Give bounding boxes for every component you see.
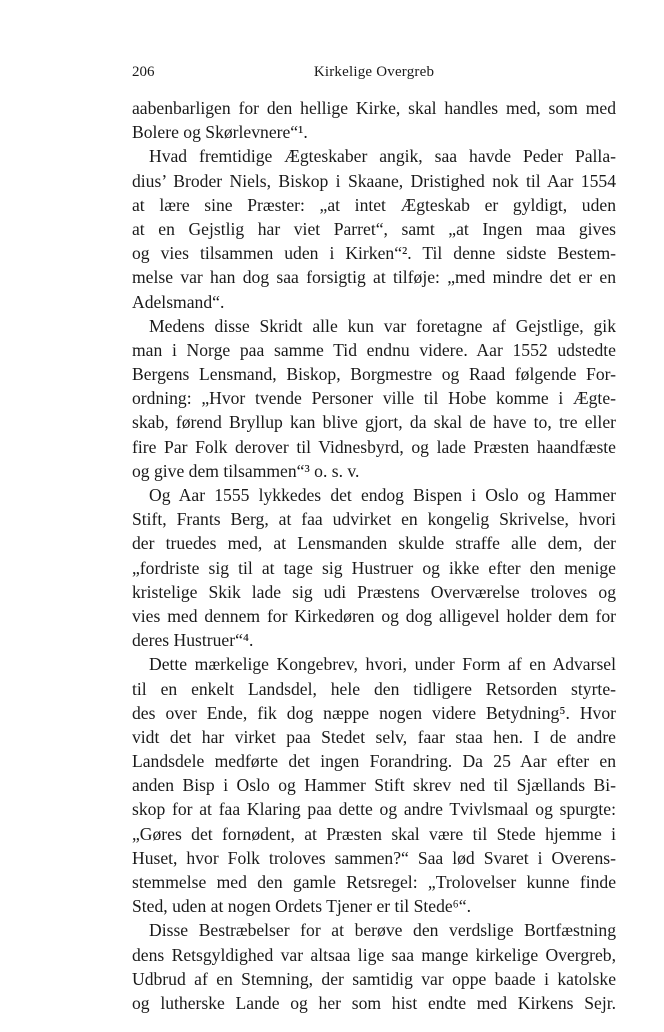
text-line: Disse Bestræbelser for at berøve den verdslige Bortfæstning xyxy=(149,920,616,941)
text-line: Landsdele medførte det ingen Forandring. Da 25 Aar efter en xyxy=(132,751,616,772)
text-line: melse var han dog saa forsigtig at tilføje: „med mindre det er en xyxy=(132,267,616,288)
text-line: der truedes med, at Lensmanden skulde straffe alle dem, der xyxy=(132,533,616,554)
text-line: og give dem tilsammen“³ o. s. v. xyxy=(132,460,360,481)
text-line: skop for at faa Klaring paa dette og andre Tvivlsmaal og spurgte: xyxy=(132,799,616,820)
text-line: „fordriste sig til at tage sig Hustruer og ikke efter den menige xyxy=(132,557,616,578)
text-line: Huset, hvor Folk troloves sammen?“ Saa lød Svaret i Overens- xyxy=(132,847,616,868)
text-line: Og Aar 1555 lykkedes det endog Bispen i Oslo og Hammer xyxy=(149,485,616,505)
page-header xyxy=(132,64,616,86)
text-line: kristelige Skik lade sig udi Præstens Overværelse troloves og xyxy=(132,581,616,602)
text-line: at en Gejstlig har viet Parret“, samt „at Ingen maa gives xyxy=(132,218,616,239)
text-line: Sted, uden at nogen Ordets Tjener er til Stede⁶“. xyxy=(132,896,472,917)
text-line: Adelsmand“. xyxy=(132,291,225,312)
text-line: Dette mærkelige Kongebrev, hvori, under Form af en Advarsel xyxy=(149,654,616,675)
text-line: deres Hustruer“⁴. xyxy=(132,630,254,651)
page-number: 206 xyxy=(132,64,155,80)
text-line: Medens disse Skridt alle kun var foretagne af Gejstlige, gik xyxy=(149,315,616,336)
text-line: Udbrud af en Stemning, der samtidig var oppe baade i katolske xyxy=(132,968,616,989)
body-text xyxy=(132,96,616,1015)
text-line: Bolere og Skørlevnere“¹. xyxy=(132,122,308,143)
running-title: Kirkelige Overgreb xyxy=(313,64,435,80)
text-line: og lutherske Lande og her som hist endte med Kirkens Sejr. xyxy=(132,992,616,1013)
text-line: vidt det har virket paa Stedet selv, faar staa hen. I de andre xyxy=(132,726,616,747)
text-line: des over Ende, fik dog næppe nogen videre Betydning⁵. Hvor xyxy=(132,702,616,723)
text-line: at lære sine Præster: „at intet Ægteskab er gyldigt, uden xyxy=(132,194,616,215)
text-line: Stift, Frants Berg, at faa udvirket en kongelig Skrivelse, hvori xyxy=(132,509,616,530)
text-line: aabenbarligen for den hellige Kirke, skal handles med, som med xyxy=(132,98,616,118)
text-line: dius’ Broder Niels, Biskop i Skaane, Dristighed nok til Aar 1554 xyxy=(132,170,616,191)
text-line: stemmelse med den gamle Retsregel: „Trolovelser kunne finde xyxy=(132,872,616,892)
text-line: man i Norge paa samme Tid endnu videre. Aar 1552 udstedte xyxy=(132,339,616,360)
text-line: anden Bisp i Oslo og Hammer Stift skrev ned til Sjællands Bi- xyxy=(132,775,616,796)
text-line: fire Par Folk derover til Vidnesbyrd, og lade Præsten haandfæste xyxy=(132,436,616,457)
text-line: skab, førend Bryllup kan blive gjort, da skal de have to, tre eller xyxy=(132,412,616,433)
text-line: Bergens Lensmand, Biskop, Borgmestre og Raad følgende For- xyxy=(132,364,616,385)
text-line: Hvad fremtidige Ægteskaber angik, saa havde Peder Palla- xyxy=(149,146,616,167)
text-line: ordning: „Hvor tvende Personer ville til Hobe komme i Ægte- xyxy=(132,388,616,409)
text-line: vies med dennem for Kirkedøren og dog alligevel holder dem for xyxy=(132,605,616,626)
text-line: og vies tilsammen uden i Kirken“². Til denne sidste Bestem- xyxy=(132,243,616,264)
text-line: dens Retsgyldighed var altsaa lige saa mange kirkelige Overgreb, xyxy=(132,944,616,965)
text-line: „Gøres det fornødent, at Præsten skal være til Stede hjemme i xyxy=(132,823,616,844)
text-line: til en enkelt Landsdel, hele den tidligere Retsorden styrte- xyxy=(132,678,616,699)
